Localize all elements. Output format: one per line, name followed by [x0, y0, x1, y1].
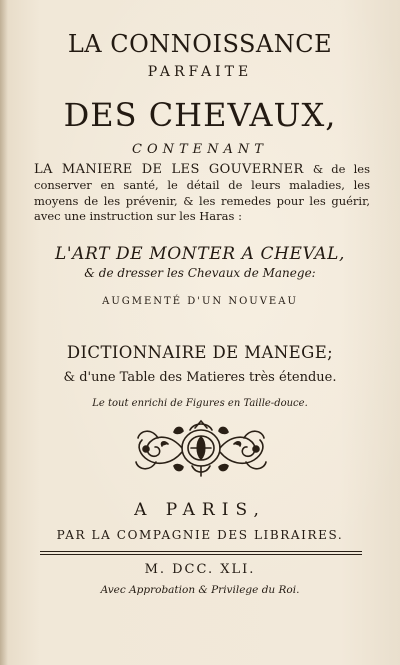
- floral-vignette-ornament-icon: [128, 418, 274, 480]
- augmente-line: AUGMENTÉ D'UN NOUVEAU: [102, 296, 298, 307]
- contenant-heading: CONTENANT: [132, 142, 268, 157]
- description-paragraph: [34, 162, 370, 225]
- dictionnaire-title: DICTIONNAIRE DE MANEGE;: [66, 343, 334, 362]
- art-title: L'ART DE MONTER A CHEVAL,: [54, 244, 346, 264]
- art-subtitle: & de dresser les Chevaux de Manege:: [84, 266, 316, 280]
- title-line-1: LA CONNOISSANCE: [67, 30, 333, 58]
- imprint-date: M. DCC. XLI.: [144, 562, 256, 577]
- description-body: & de les conserver en santé, le détail de leurs maladies, les moyens de les prévenir, & les remedes pour les guérir, avec une instruction sur les Haras :: [34, 162, 370, 224]
- dictionnaire-subtitle: & d'une Table des Matieres très étendue.: [63, 370, 337, 385]
- title-line-2: PARFAITE: [147, 64, 253, 80]
- double-rule-bottom: [40, 554, 362, 555]
- imprint-publisher: PAR LA COMPAGNIE DES LIBRAIRES.: [56, 528, 344, 542]
- title-line-3: DES CHEVAUX,: [63, 96, 337, 134]
- imprint-city: A PARIS,: [134, 500, 266, 520]
- description-lead: LA MANIERE DE LES GOUVERNER: [34, 162, 313, 177]
- enrichi-line: Le tout enrichi de Figures en Taille-douce.: [92, 398, 308, 409]
- double-rule-top: [40, 551, 362, 552]
- imprint-approbation: Avec Approbation & Privilege du Roi.: [100, 584, 300, 596]
